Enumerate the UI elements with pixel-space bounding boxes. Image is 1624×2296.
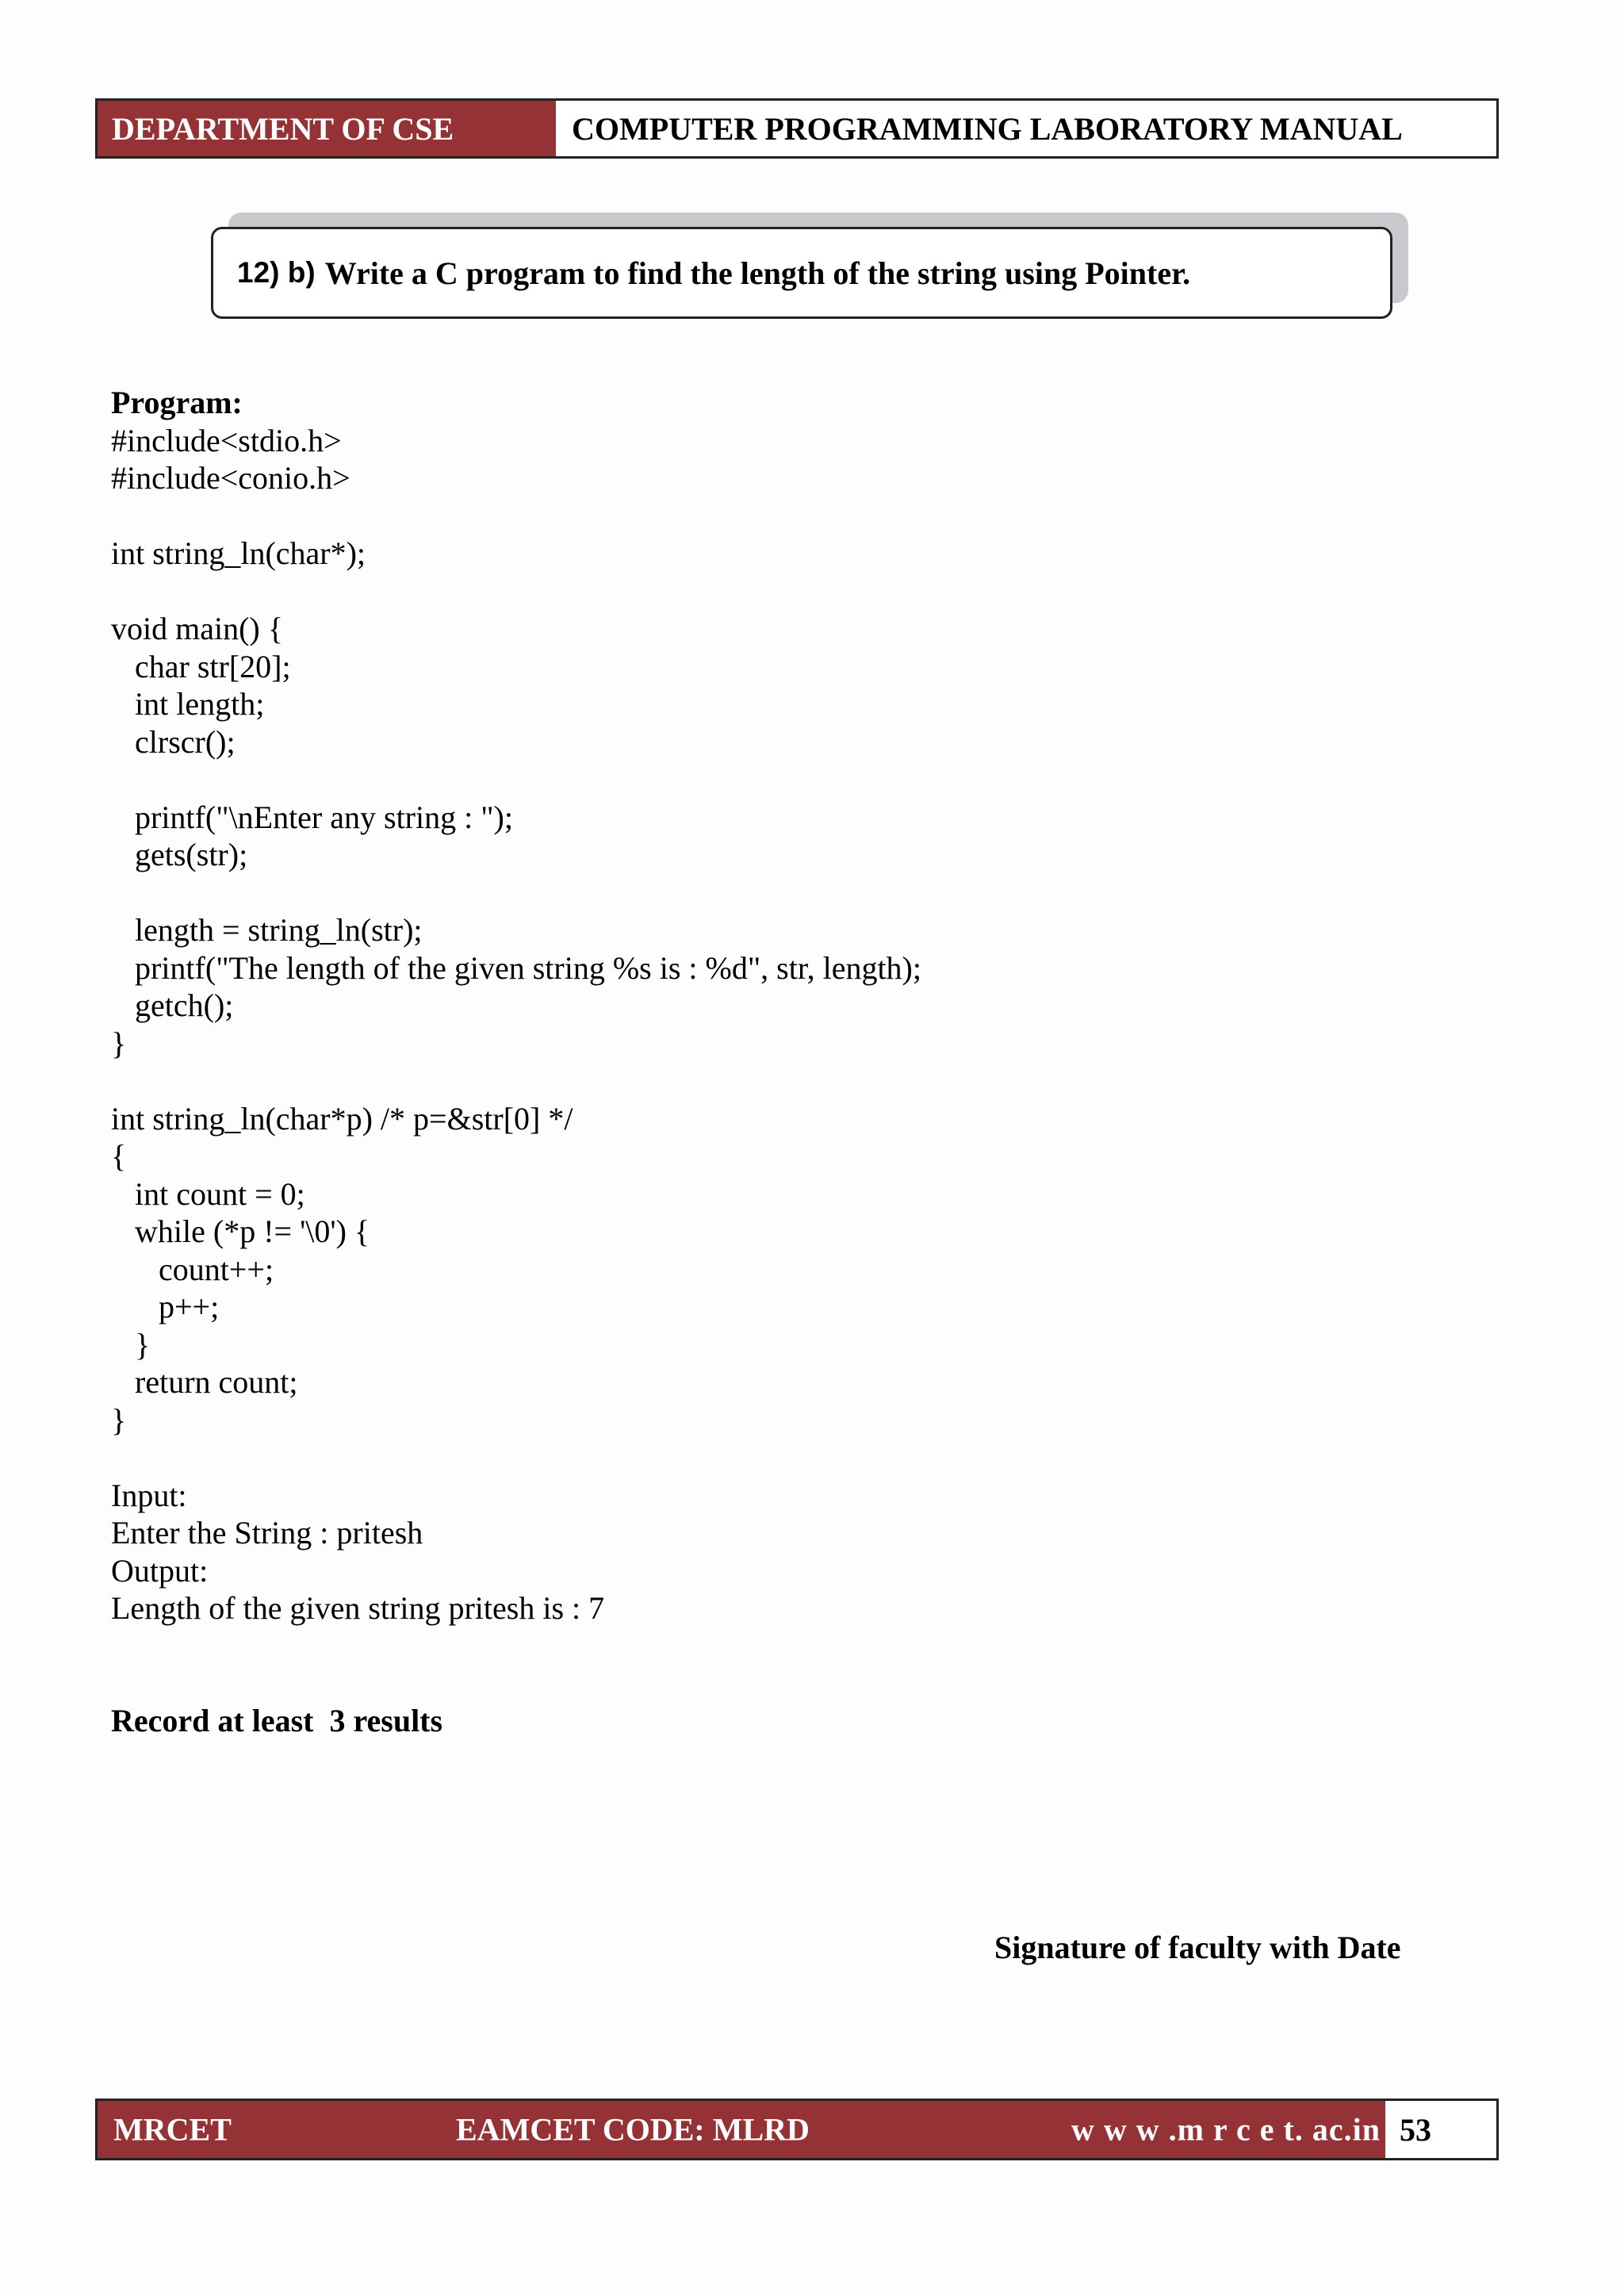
footer-band [98,2101,1385,2158]
faculty-signature-label: Signature of faculty with Date [994,1930,1401,1965]
input-value: Enter the String : pritesh [111,1515,423,1550]
department-label: DEPARTMENT OF CSE [98,101,556,156]
program-code: #include<stdio.h> #include<conio.h> int string_ln(char*); void main() { char str[20]; int length; clrscr(); printf("\nEnter any string : "); gets(str); length = string_ln(str); printf("The length of the given string %s is : %d", str, length); getch(); } int string_ln(char*p) /* p=&str[0] */ { int count = 0; while (*p != '\0') { count++; p++; } return count; } [111,422,921,1438]
output-label: Output: [111,1552,209,1589]
program-heading: Program: [111,385,243,420]
manual-title: COMPUTER PROGRAMMING LABORATORY MANUAL [572,110,1403,147]
footer-college: MRCET [113,2111,232,2148]
page-number: 53 [1400,2111,1431,2148]
task-box [211,227,1392,319]
program-section [111,384,1459,1627]
record-note: Record at least 3 results [111,1703,443,1738]
footer-eamcet-code: EAMCET CODE: MLRD [456,2111,810,2148]
input-label: Input: [111,1477,187,1513]
task-statement: Write a C program to find the length of the string using Pointer. [324,255,1191,291]
page-footer [95,2099,1499,2160]
output-value: Length of the given string pritesh is : 7 [111,1590,605,1626]
task-number: 12) b) [237,256,316,289]
footer-website: w w w .m r c e t. ac.in [1071,2111,1381,2148]
page-header [95,98,1499,159]
